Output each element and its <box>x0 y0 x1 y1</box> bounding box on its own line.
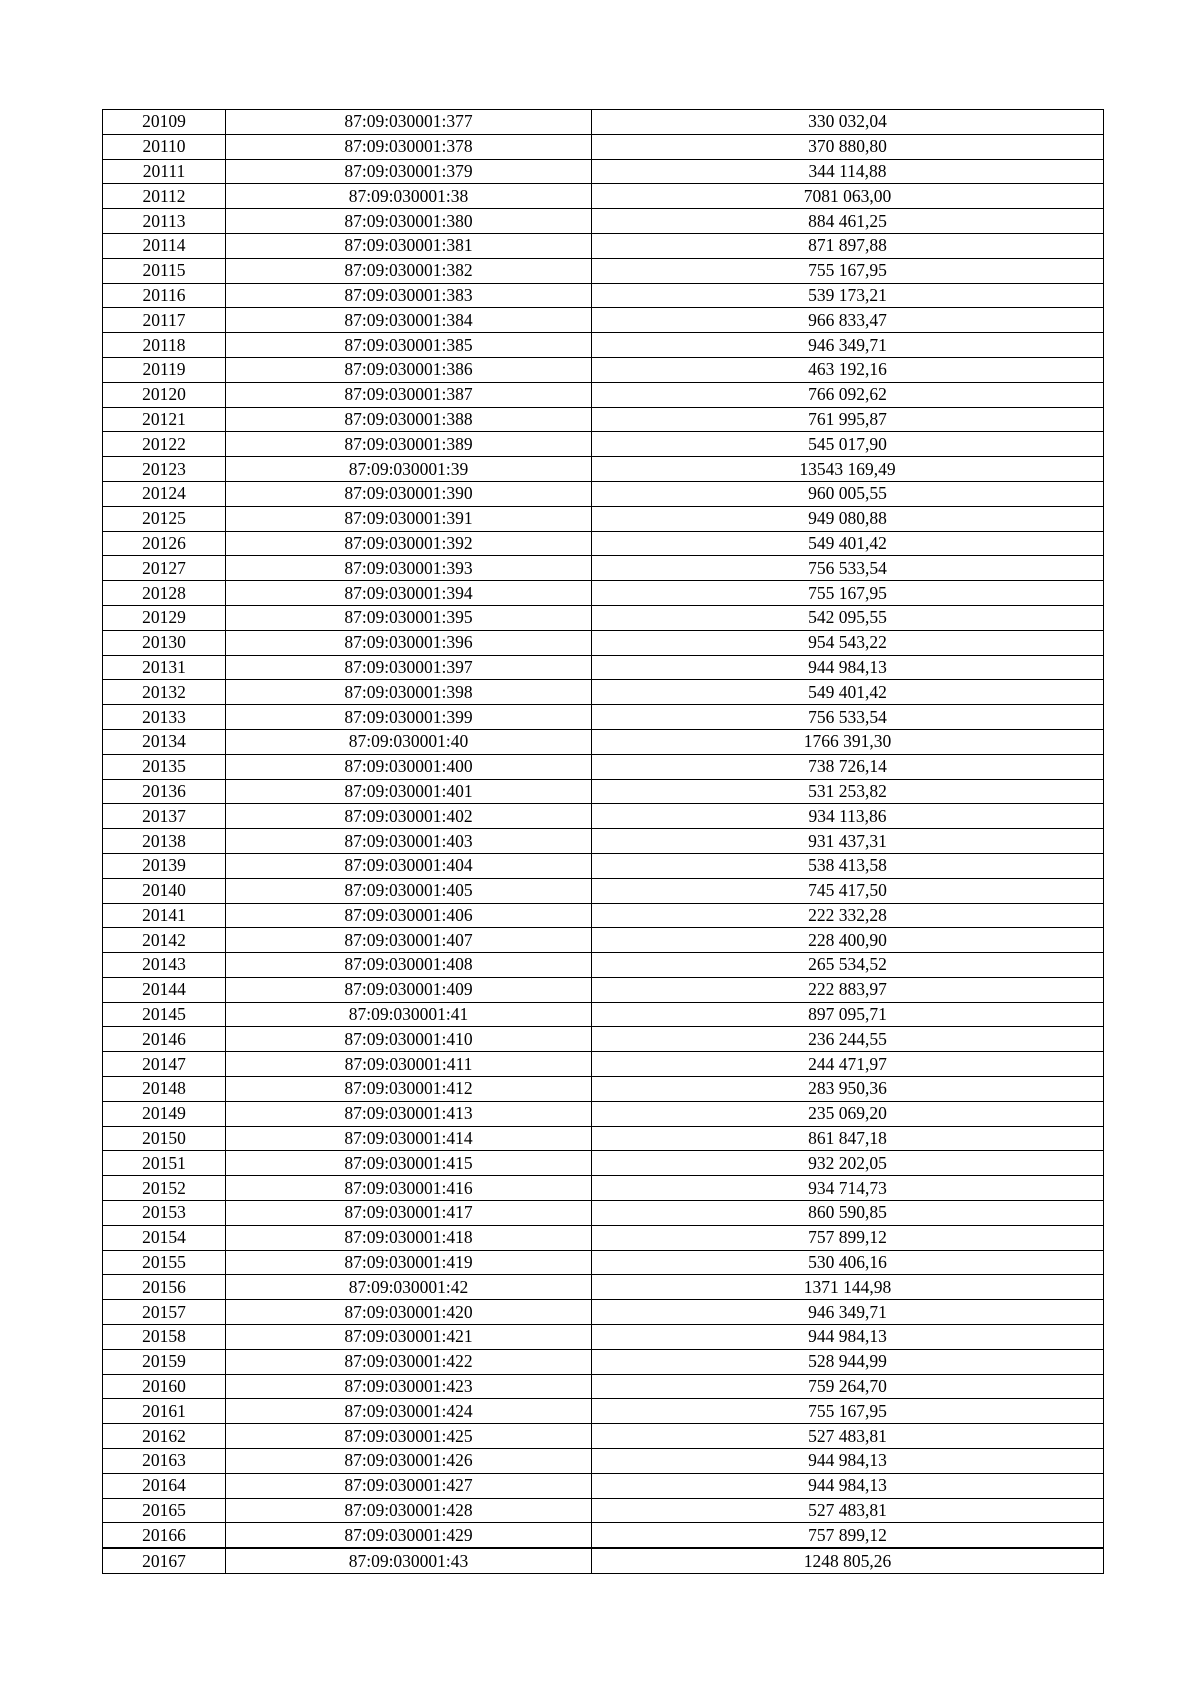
cadastral-value-cell: 756 533,54 <box>592 556 1104 581</box>
cadastral-number-cell: 87:09:030001:414 <box>226 1126 592 1151</box>
cadastral-number-cell: 87:09:030001:385 <box>226 333 592 358</box>
cadastral-value-cell: 932 202,05 <box>592 1151 1104 1176</box>
cadastral-value-cell: 235 069,20 <box>592 1101 1104 1126</box>
cadastral-number-cell: 87:09:030001:420 <box>226 1300 592 1325</box>
table-row <box>103 953 1104 978</box>
cadastral-value-cell: 757 899,12 <box>592 1225 1104 1250</box>
table-row <box>103 1523 1104 1548</box>
table-row <box>103 1275 1104 1300</box>
row-number-cell: 20148 <box>103 1077 226 1102</box>
row-number-cell: 20120 <box>103 382 226 407</box>
table-row <box>103 829 1104 854</box>
cadastral-number-cell: 87:09:030001:421 <box>226 1325 592 1350</box>
cadastral-value-cell: 370 880,80 <box>592 134 1104 159</box>
table-row <box>103 556 1104 581</box>
row-number-cell: 20149 <box>103 1101 226 1126</box>
cadastral-value-cell: 944 984,13 <box>592 655 1104 680</box>
row-number-cell: 20111 <box>103 159 226 184</box>
row-number-cell: 20137 <box>103 804 226 829</box>
table-row <box>103 1077 1104 1102</box>
table-row <box>103 1250 1104 1275</box>
cadastral-value-cell: 966 833,47 <box>592 308 1104 333</box>
cadastral-value-cell: 283 950,36 <box>592 1077 1104 1102</box>
table-row <box>103 729 1104 754</box>
cadastral-value-cell: 745 417,50 <box>592 878 1104 903</box>
row-number-cell: 20129 <box>103 605 226 630</box>
table-row <box>103 258 1104 283</box>
table-row <box>103 1300 1104 1325</box>
cadastral-value-cell: 897 095,71 <box>592 1002 1104 1027</box>
row-number-cell: 20143 <box>103 953 226 978</box>
cadastral-number-cell: 87:09:030001:409 <box>226 977 592 1002</box>
row-number-cell: 20164 <box>103 1473 226 1498</box>
table-row <box>103 1349 1104 1374</box>
row-number-cell: 20121 <box>103 407 226 432</box>
cadastral-value-cell: 766 092,62 <box>592 382 1104 407</box>
cadastral-value-cell: 755 167,95 <box>592 1399 1104 1424</box>
cadastral-number-cell: 87:09:030001:386 <box>226 357 592 382</box>
cadastral-number-cell: 87:09:030001:387 <box>226 382 592 407</box>
cadastral-number-cell: 87:09:030001:408 <box>226 953 592 978</box>
cadastral-value-cell: 960 005,55 <box>592 481 1104 506</box>
cadastral-value-cell: 545 017,90 <box>592 432 1104 457</box>
cadastral-value-cell: 946 349,71 <box>592 1300 1104 1325</box>
row-number-cell: 20147 <box>103 1052 226 1077</box>
table-body <box>103 110 1104 1574</box>
cadastral-number-cell: 87:09:030001:380 <box>226 209 592 234</box>
row-number-cell: 20157 <box>103 1300 226 1325</box>
table-row <box>103 283 1104 308</box>
row-number-cell: 20130 <box>103 630 226 655</box>
cadastral-number-cell: 87:09:030001:378 <box>226 134 592 159</box>
cadastral-number-cell: 87:09:030001:396 <box>226 630 592 655</box>
table-row <box>103 1473 1104 1498</box>
table-row <box>103 1399 1104 1424</box>
cadastral-value-cell: 861 847,18 <box>592 1126 1104 1151</box>
row-number-cell: 20150 <box>103 1126 226 1151</box>
cadastral-number-cell: 87:09:030001:383 <box>226 283 592 308</box>
row-number-cell: 20119 <box>103 357 226 382</box>
row-number-cell: 20115 <box>103 258 226 283</box>
cadastral-value-cell: 344 114,88 <box>592 159 1104 184</box>
row-number-cell: 20110 <box>103 134 226 159</box>
cadastral-number-cell: 87:09:030001:397 <box>226 655 592 680</box>
cadastral-value-cell: 761 995,87 <box>592 407 1104 432</box>
cadastral-number-cell: 87:09:030001:382 <box>226 258 592 283</box>
cadastral-number-cell: 87:09:030001:412 <box>226 1077 592 1102</box>
row-number-cell: 20125 <box>103 506 226 531</box>
cadastral-value-cell: 954 543,22 <box>592 630 1104 655</box>
table-row <box>103 184 1104 209</box>
cadastral-number-cell: 87:09:030001:399 <box>226 705 592 730</box>
row-number-cell: 20152 <box>103 1176 226 1201</box>
cadastral-value-cell: 944 984,13 <box>592 1473 1104 1498</box>
cadastral-value-cell: 222 883,97 <box>592 977 1104 1002</box>
row-number-cell: 20165 <box>103 1498 226 1523</box>
cadastral-number-cell: 87:09:030001:377 <box>226 110 592 135</box>
cadastral-number-cell: 87:09:030001:407 <box>226 928 592 953</box>
cadastral-number-cell: 87:09:030001:425 <box>226 1424 592 1449</box>
table-row <box>103 233 1104 258</box>
cadastral-number-cell: 87:09:030001:419 <box>226 1250 592 1275</box>
cadastral-number-cell: 87:09:030001:394 <box>226 581 592 606</box>
cadastral-value-cell: 757 899,12 <box>592 1523 1104 1548</box>
cadastral-value-cell: 759 264,70 <box>592 1374 1104 1399</box>
cadastral-number-cell: 87:09:030001:413 <box>226 1101 592 1126</box>
table-row <box>103 110 1104 135</box>
row-number-cell: 20122 <box>103 432 226 457</box>
cadastral-value-cell: 13543 169,49 <box>592 457 1104 482</box>
row-number-cell: 20127 <box>103 556 226 581</box>
table-row <box>103 1374 1104 1399</box>
row-number-cell: 20135 <box>103 754 226 779</box>
cadastral-value-cell: 236 244,55 <box>592 1027 1104 1052</box>
cadastral-number-cell: 87:09:030001:42 <box>226 1275 592 1300</box>
table-row <box>103 779 1104 804</box>
table-row <box>103 1002 1104 1027</box>
table-row <box>103 655 1104 680</box>
table-row <box>103 1498 1104 1523</box>
row-number-cell: 20167 <box>103 1548 226 1573</box>
cadastral-number-cell: 87:09:030001:391 <box>226 506 592 531</box>
row-number-cell: 20133 <box>103 705 226 730</box>
table-row <box>103 1225 1104 1250</box>
table-row <box>103 1151 1104 1176</box>
row-number-cell: 20151 <box>103 1151 226 1176</box>
row-number-cell: 20146 <box>103 1027 226 1052</box>
table-row <box>103 928 1104 953</box>
table-row <box>103 878 1104 903</box>
cadastral-number-cell: 87:09:030001:410 <box>226 1027 592 1052</box>
table-row <box>103 1201 1104 1226</box>
row-number-cell: 20153 <box>103 1201 226 1226</box>
row-number-cell: 20158 <box>103 1325 226 1350</box>
table-row <box>103 432 1104 457</box>
cadastral-number-cell: 87:09:030001:38 <box>226 184 592 209</box>
cadastral-number-cell: 87:09:030001:395 <box>226 605 592 630</box>
row-number-cell: 20155 <box>103 1250 226 1275</box>
row-number-cell: 20160 <box>103 1374 226 1399</box>
cadastral-number-cell: 87:09:030001:423 <box>226 1374 592 1399</box>
cadastral-number-cell: 87:09:030001:427 <box>226 1473 592 1498</box>
cadastral-value-cell: 1766 391,30 <box>592 729 1104 754</box>
table-row <box>103 630 1104 655</box>
table-row <box>103 680 1104 705</box>
table-row <box>103 853 1104 878</box>
cadastral-number-cell: 87:09:030001:416 <box>226 1176 592 1201</box>
row-number-cell: 20128 <box>103 581 226 606</box>
table-row <box>103 1325 1104 1350</box>
cadastral-value-cell: 944 984,13 <box>592 1325 1104 1350</box>
table-row <box>103 1548 1104 1573</box>
cadastral-value-cell: 330 032,04 <box>592 110 1104 135</box>
table-row <box>103 705 1104 730</box>
row-number-cell: 20126 <box>103 531 226 556</box>
cadastral-value-table <box>102 109 1104 1574</box>
table-row <box>103 581 1104 606</box>
table-row <box>103 333 1104 358</box>
cadastral-number-cell: 87:09:030001:379 <box>226 159 592 184</box>
cadastral-number-cell: 87:09:030001:428 <box>226 1498 592 1523</box>
cadastral-number-cell: 87:09:030001:418 <box>226 1225 592 1250</box>
cadastral-number-cell: 87:09:030001:39 <box>226 457 592 482</box>
row-number-cell: 20145 <box>103 1002 226 1027</box>
cadastral-number-cell: 87:09:030001:401 <box>226 779 592 804</box>
cadastral-value-cell: 527 483,81 <box>592 1498 1104 1523</box>
cadastral-number-cell: 87:09:030001:400 <box>226 754 592 779</box>
table-row <box>103 1449 1104 1474</box>
row-number-cell: 20132 <box>103 680 226 705</box>
cadastral-value-cell: 7081 063,00 <box>592 184 1104 209</box>
cadastral-value-cell: 549 401,42 <box>592 531 1104 556</box>
row-number-cell: 20112 <box>103 184 226 209</box>
cadastral-value-cell: 944 984,13 <box>592 1449 1104 1474</box>
table-row <box>103 209 1104 234</box>
cadastral-value-cell: 931 437,31 <box>592 829 1104 854</box>
cadastral-value-cell: 755 167,95 <box>592 258 1104 283</box>
row-number-cell: 20159 <box>103 1349 226 1374</box>
cadastral-number-cell: 87:09:030001:426 <box>226 1449 592 1474</box>
row-number-cell: 20154 <box>103 1225 226 1250</box>
cadastral-value-cell: 934 113,86 <box>592 804 1104 829</box>
cadastral-number-cell: 87:09:030001:43 <box>226 1548 592 1573</box>
cadastral-number-cell: 87:09:030001:388 <box>226 407 592 432</box>
row-number-cell: 20113 <box>103 209 226 234</box>
cadastral-number-cell: 87:09:030001:422 <box>226 1349 592 1374</box>
cadastral-value-cell: 755 167,95 <box>592 581 1104 606</box>
cadastral-number-cell: 87:09:030001:411 <box>226 1052 592 1077</box>
cadastral-number-cell: 87:09:030001:405 <box>226 878 592 903</box>
row-number-cell: 20161 <box>103 1399 226 1424</box>
cadastral-number-cell: 87:09:030001:392 <box>226 531 592 556</box>
cadastral-number-cell: 87:09:030001:429 <box>226 1523 592 1548</box>
table-row <box>103 159 1104 184</box>
table-row <box>103 457 1104 482</box>
table-row <box>103 382 1104 407</box>
cadastral-value-cell: 884 461,25 <box>592 209 1104 234</box>
cadastral-value-cell: 222 332,28 <box>592 903 1104 928</box>
cadastral-value-cell: 244 471,97 <box>592 1052 1104 1077</box>
cadastral-number-cell: 87:09:030001:393 <box>226 556 592 581</box>
table-row <box>103 308 1104 333</box>
row-number-cell: 20142 <box>103 928 226 953</box>
table-row <box>103 977 1104 1002</box>
cadastral-value-cell: 527 483,81 <box>592 1424 1104 1449</box>
table-row <box>103 357 1104 382</box>
cadastral-value-cell: 463 192,16 <box>592 357 1104 382</box>
row-number-cell: 20114 <box>103 233 226 258</box>
cadastral-value-cell: 265 534,52 <box>592 953 1104 978</box>
table-row <box>103 481 1104 506</box>
cadastral-value-cell: 531 253,82 <box>592 779 1104 804</box>
row-number-cell: 20140 <box>103 878 226 903</box>
table-row <box>103 134 1104 159</box>
row-number-cell: 20134 <box>103 729 226 754</box>
table-row <box>103 1101 1104 1126</box>
table-row <box>103 506 1104 531</box>
cadastral-number-cell: 87:09:030001:415 <box>226 1151 592 1176</box>
cadastral-number-cell: 87:09:030001:403 <box>226 829 592 854</box>
row-number-cell: 20124 <box>103 481 226 506</box>
cadastral-value-cell: 860 590,85 <box>592 1201 1104 1226</box>
row-number-cell: 20162 <box>103 1424 226 1449</box>
table-row <box>103 1176 1104 1201</box>
table-row <box>103 605 1104 630</box>
row-number-cell: 20163 <box>103 1449 226 1474</box>
cadastral-number-cell: 87:09:030001:404 <box>226 853 592 878</box>
cadastral-value-cell: 738 726,14 <box>592 754 1104 779</box>
cadastral-value-cell: 542 095,55 <box>592 605 1104 630</box>
cadastral-number-cell: 87:09:030001:406 <box>226 903 592 928</box>
cadastral-number-cell: 87:09:030001:402 <box>226 804 592 829</box>
table-row <box>103 804 1104 829</box>
cadastral-value-cell: 549 401,42 <box>592 680 1104 705</box>
table-row <box>103 1027 1104 1052</box>
cadastral-value-cell: 946 349,71 <box>592 333 1104 358</box>
row-number-cell: 20144 <box>103 977 226 1002</box>
cadastral-number-cell: 87:09:030001:41 <box>226 1002 592 1027</box>
cadastral-value-cell: 756 533,54 <box>592 705 1104 730</box>
table-row <box>103 1052 1104 1077</box>
cadastral-number-cell: 87:09:030001:384 <box>226 308 592 333</box>
row-number-cell: 20116 <box>103 283 226 308</box>
table-row <box>103 1424 1104 1449</box>
table-row <box>103 754 1104 779</box>
row-number-cell: 20139 <box>103 853 226 878</box>
cadastral-value-cell: 1371 144,98 <box>592 1275 1104 1300</box>
cadastral-value-cell: 539 173,21 <box>592 283 1104 308</box>
row-number-cell: 20131 <box>103 655 226 680</box>
cadastral-value-cell: 1248 805,26 <box>592 1548 1104 1573</box>
row-number-cell: 20141 <box>103 903 226 928</box>
cadastral-value-cell: 530 406,16 <box>592 1250 1104 1275</box>
row-number-cell: 20117 <box>103 308 226 333</box>
cadastral-value-cell: 934 714,73 <box>592 1176 1104 1201</box>
cadastral-number-cell: 87:09:030001:381 <box>226 233 592 258</box>
cadastral-number-cell: 87:09:030001:417 <box>226 1201 592 1226</box>
cadastral-value-cell: 538 413,58 <box>592 853 1104 878</box>
cadastral-number-cell: 87:09:030001:390 <box>226 481 592 506</box>
table-row <box>103 407 1104 432</box>
row-number-cell: 20138 <box>103 829 226 854</box>
row-number-cell: 20118 <box>103 333 226 358</box>
row-number-cell: 20166 <box>103 1523 226 1548</box>
cadastral-number-cell: 87:09:030001:40 <box>226 729 592 754</box>
table-row <box>103 1126 1104 1151</box>
cadastral-number-cell: 87:09:030001:398 <box>226 680 592 705</box>
table-row <box>103 903 1104 928</box>
cadastral-value-cell: 871 897,88 <box>592 233 1104 258</box>
table-row <box>103 531 1104 556</box>
cadastral-value-cell: 949 080,88 <box>592 506 1104 531</box>
cadastral-value-cell: 228 400,90 <box>592 928 1104 953</box>
row-number-cell: 20123 <box>103 457 226 482</box>
cadastral-number-cell: 87:09:030001:424 <box>226 1399 592 1424</box>
cadastral-value-cell: 528 944,99 <box>592 1349 1104 1374</box>
cadastral-number-cell: 87:09:030001:389 <box>226 432 592 457</box>
row-number-cell: 20156 <box>103 1275 226 1300</box>
row-number-cell: 20136 <box>103 779 226 804</box>
row-number-cell: 20109 <box>103 110 226 135</box>
